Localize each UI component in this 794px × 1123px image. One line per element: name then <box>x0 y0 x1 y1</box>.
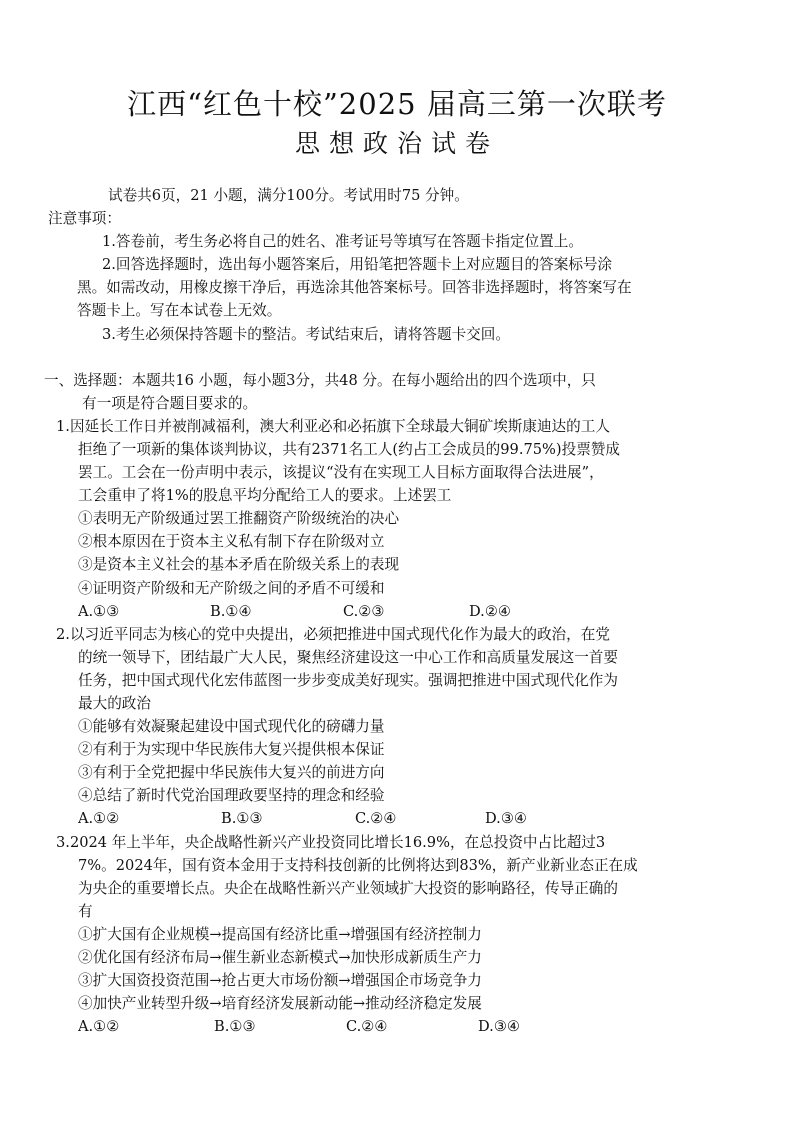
answer-choice-a[interactable]: A.①③ <box>78 602 120 620</box>
answer-choice-a[interactable]: A.①② <box>78 810 120 828</box>
answer-choice-c[interactable]: C.②④ <box>355 810 397 828</box>
notice-item: 3.考生必须保持答题卡的整洁。考试结束后，请将答题卡交回。 <box>102 325 510 343</box>
section-gap <box>78 346 728 369</box>
question-option: ④加快产业转型升级→培育经济发展新动能→推动经济稳定发展 <box>78 995 482 1013</box>
answer-choice-d[interactable]: D.③④ <box>478 1018 520 1036</box>
answer-choice-d[interactable]: D.②④ <box>469 602 511 620</box>
question-option: ①扩大国有企业规模→提高国有经济比重→增强国有经济控制力 <box>78 925 482 943</box>
question-stem-line: 最大的政治 <box>78 694 151 712</box>
question-number: 2. <box>56 625 70 643</box>
question-option: ②优化国有经济布局→催生新业态新模式→加快形成新质生产力 <box>78 949 482 966</box>
question-number: 1. <box>56 417 70 435</box>
section-heading-continued: 有一项是符合题目要求的。 <box>82 394 258 412</box>
notice-label: 注意事项： <box>48 210 121 228</box>
question-stem-line: 工会重申了将1%的股息平均分配给工人的要求。上述罢工 <box>78 487 452 505</box>
question-option: ③是资本主义社会的基本矛盾在阶级关系上的表现 <box>78 556 400 574</box>
section-heading: 一、选择题：本题共16 小题，每小题3分，共48 分。在每小题给出的四个选项中，只 <box>44 371 596 389</box>
notice-item: 1.答卷前，考生务必将自己的姓名、准考证号等填写在答题卡指定位置上。 <box>102 233 583 251</box>
answer-choices <box>78 600 728 623</box>
question-stem-line: 7%。2024年，国有资本金用于支持科技创新的比例将达到83%，新产业新业态正在成 <box>78 856 638 874</box>
question-1 <box>56 415 728 623</box>
notice-item-continued: 黑。如需改动，用橡皮擦干净后，再选涂其他答案标号。回答非选择题时，将答案写在 <box>77 279 632 297</box>
question-option: ③扩大国资投资范围→抢占更大市场份额→增强国企市场竞争力 <box>78 972 482 990</box>
question-option: ③有利于全党把握中华民族伟大复兴的前进方向 <box>78 764 385 782</box>
question-stem-line: 2024 年上半年，央企战略性新兴产业投资同比增长16.9%，在总投资中占比超过3 <box>69 833 606 851</box>
question-stem-line: 的统一领导下，团结最广大人民，聚焦经济建设这一中心工作和高质量发展这一首要 <box>78 648 618 666</box>
answer-choice-a[interactable]: A.①② <box>78 1018 120 1036</box>
answer-choice-c[interactable]: C.②④ <box>346 1018 388 1036</box>
answer-choice-b[interactable]: B.①④ <box>210 602 252 620</box>
question-stem-line: 罢工。工会在一份声明中表示，该提议“没有在实现工人目标方面取得合法进展”， <box>78 464 604 482</box>
notice-item-continued: 答题卡上。写在本试卷上无效。 <box>77 302 282 320</box>
exam-body <box>44 184 728 1038</box>
question-option: ④证明资产阶级和无产阶级之间的矛盾不可缓和 <box>78 579 385 597</box>
answer-choice-b[interactable]: B.①③ <box>221 810 263 828</box>
question-option: ①表明无产阶级通过罢工推翻资产阶级统治的决心 <box>78 510 400 528</box>
notice-item: 2.回答选择题时，选出每小题答案后，用铅笔把答题卡上对应题目的答案标号涂 <box>102 256 613 274</box>
exam-summary: 试卷共6页，21 小题，满分100分。考试用时75 分钟。 <box>108 187 469 204</box>
question-2 <box>56 623 728 831</box>
answer-choice-b[interactable]: B.①③ <box>214 1018 256 1036</box>
question-stem-line: 以习近平同志为核心的党中央提出，必须把推进中国式现代化作为最大的政治，在党 <box>69 625 610 643</box>
question-option: ②根本原因在于资本主义私有制下存在阶级对立 <box>78 533 385 551</box>
exam-title: 江西“红色十校”2025 届高三第一次联考 <box>127 87 667 121</box>
question-stem-line: 拒绝了一项新的集体谈判协议，共有2371名工人(约占工会成员的99.75%)投票赞成 <box>78 440 620 458</box>
answer-choice-c[interactable]: C.②③ <box>343 602 385 620</box>
question-stem-line: 为央企的重要增长点。央企在战略性新兴产业领域扩大投资的影响路径，传导正确的 <box>78 879 618 897</box>
answer-choice-d[interactable]: D.③④ <box>485 810 527 828</box>
question-stem-line: 有 <box>78 902 93 920</box>
answer-choices <box>78 1015 728 1038</box>
question-option: ④总结了新时代党治国理政要坚持的理念和经验 <box>78 787 385 805</box>
answer-choices <box>78 807 728 830</box>
question-number: 3. <box>56 833 70 851</box>
question-3 <box>56 831 728 1039</box>
question-option: ①能够有效凝聚起建设中国式现代化的磅礴力量 <box>78 718 385 736</box>
question-option: ②有利于为实现中华民族伟大复兴提供根本保证 <box>78 741 385 759</box>
exam-subtitle: 思想政治试卷 <box>294 129 499 158</box>
question-stem-line: 任务，把中国式现代化宏伟蓝图一步步变成美好现实。强调把推进中国式现代化作为 <box>78 671 618 689</box>
question-stem-line: 因延长工作日并被削减福利，澳大利亚必和必拓旗下全球最大铜矿埃斯康迪达的工人 <box>69 417 610 435</box>
